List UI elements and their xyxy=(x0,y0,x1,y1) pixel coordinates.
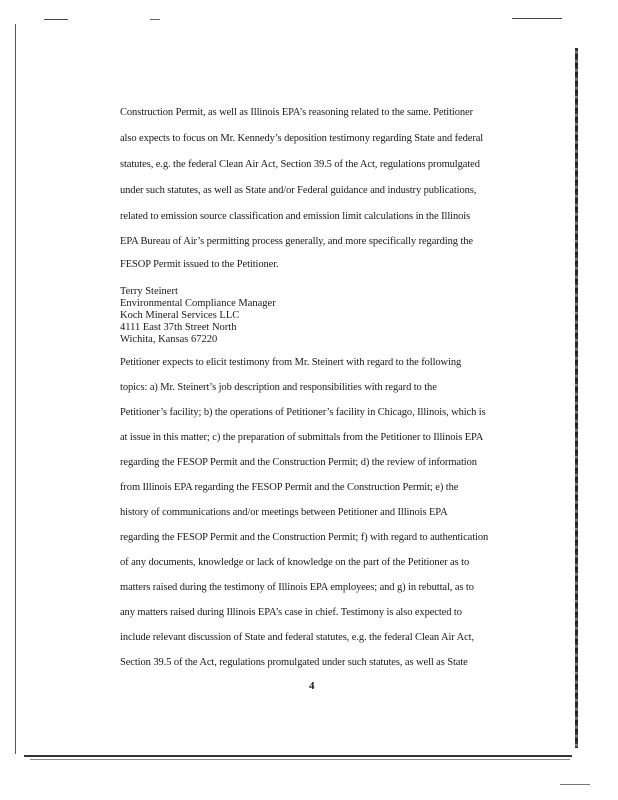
text-line: also expects to focus on Mr. Kennedy’s deposition testimony regarding State and federal xyxy=(120,133,484,144)
text-line: of any documents, knowledge or lack of knowledge on the part of the Petitioner as to xyxy=(120,557,470,568)
text-line: Petitioner’s facility; b) the operations of Petitioner’s facility in Chicago, Illinois, which is xyxy=(120,407,486,418)
page-number: 4 xyxy=(309,680,315,692)
page-edge-bottom xyxy=(24,755,572,757)
text-line: Petitioner expects to elicit testimony from Mr. Steinert with regard to the following xyxy=(120,357,462,368)
page-edge-bottom xyxy=(30,759,570,760)
witness-street: 4111 East 37th Street North xyxy=(120,322,237,333)
scan-artifact xyxy=(560,784,590,785)
text-line: at issue in this matter; c) the preparation of submittals from the Petitioner to Illinois EPA xyxy=(120,432,484,443)
scan-artifact xyxy=(512,18,562,19)
text-line: any matters raised during Illinois EPA’s case in chief. Testimony is also expected to xyxy=(120,607,462,618)
text-line: history of communications and/or meetings between Petitioner and Illinois EPA xyxy=(120,507,448,518)
text-line: EPA Bureau of Air’s permitting process generally, and more specifically regarding the xyxy=(120,236,473,247)
witness-name: Terry Steinert xyxy=(120,286,178,297)
witness-company: Koch Mineral Services LLC xyxy=(120,310,240,321)
text-line: related to emission source classification and emission limit calculations in the Illinois xyxy=(120,211,471,222)
page-edge-left xyxy=(15,24,16,754)
witness-city: Wichita, Kansas 67220 xyxy=(120,334,218,345)
scan-artifact xyxy=(150,19,160,20)
text-line: under such statutes, as well as State and/or Federal guidance and industry publications, xyxy=(120,185,477,196)
text-line: statutes, e.g. the federal Clean Air Act, Section 39.5 of the Act, regulations promulgated xyxy=(120,159,480,170)
text-line: matters raised during the testimony of Illinois EPA employees; and g) in rebuttal, as to xyxy=(120,582,474,593)
text-line: include relevant discussion of State and federal statutes, e.g. the federal Clean Air Act, xyxy=(120,632,475,643)
text-line: Section 39.5 of the Act, regulations promulgated under such statutes, as well as State xyxy=(120,657,468,668)
page-edge-right xyxy=(575,48,578,748)
text-line: Construction Permit, as well as Illinois EPA’s reasoning related to the same. Petitioner xyxy=(120,107,474,118)
witness-title: Environmental Compliance Manager xyxy=(120,298,276,309)
text-line: FESOP Permit issued to the Petitioner. xyxy=(120,259,279,270)
text-line: from Illinois EPA regarding the FESOP Permit and the Construction Permit; e) the xyxy=(120,482,459,493)
text-line: regarding the FESOP Permit and the Construction Permit; d) the review of information xyxy=(120,457,477,468)
text-line: topics: a) Mr. Steinert’s job description and responsibilities with regard to the xyxy=(120,382,437,393)
scan-artifact xyxy=(44,19,68,20)
text-line: regarding the FESOP Permit and the Construction Permit; f) with regard to authentication xyxy=(120,532,489,543)
